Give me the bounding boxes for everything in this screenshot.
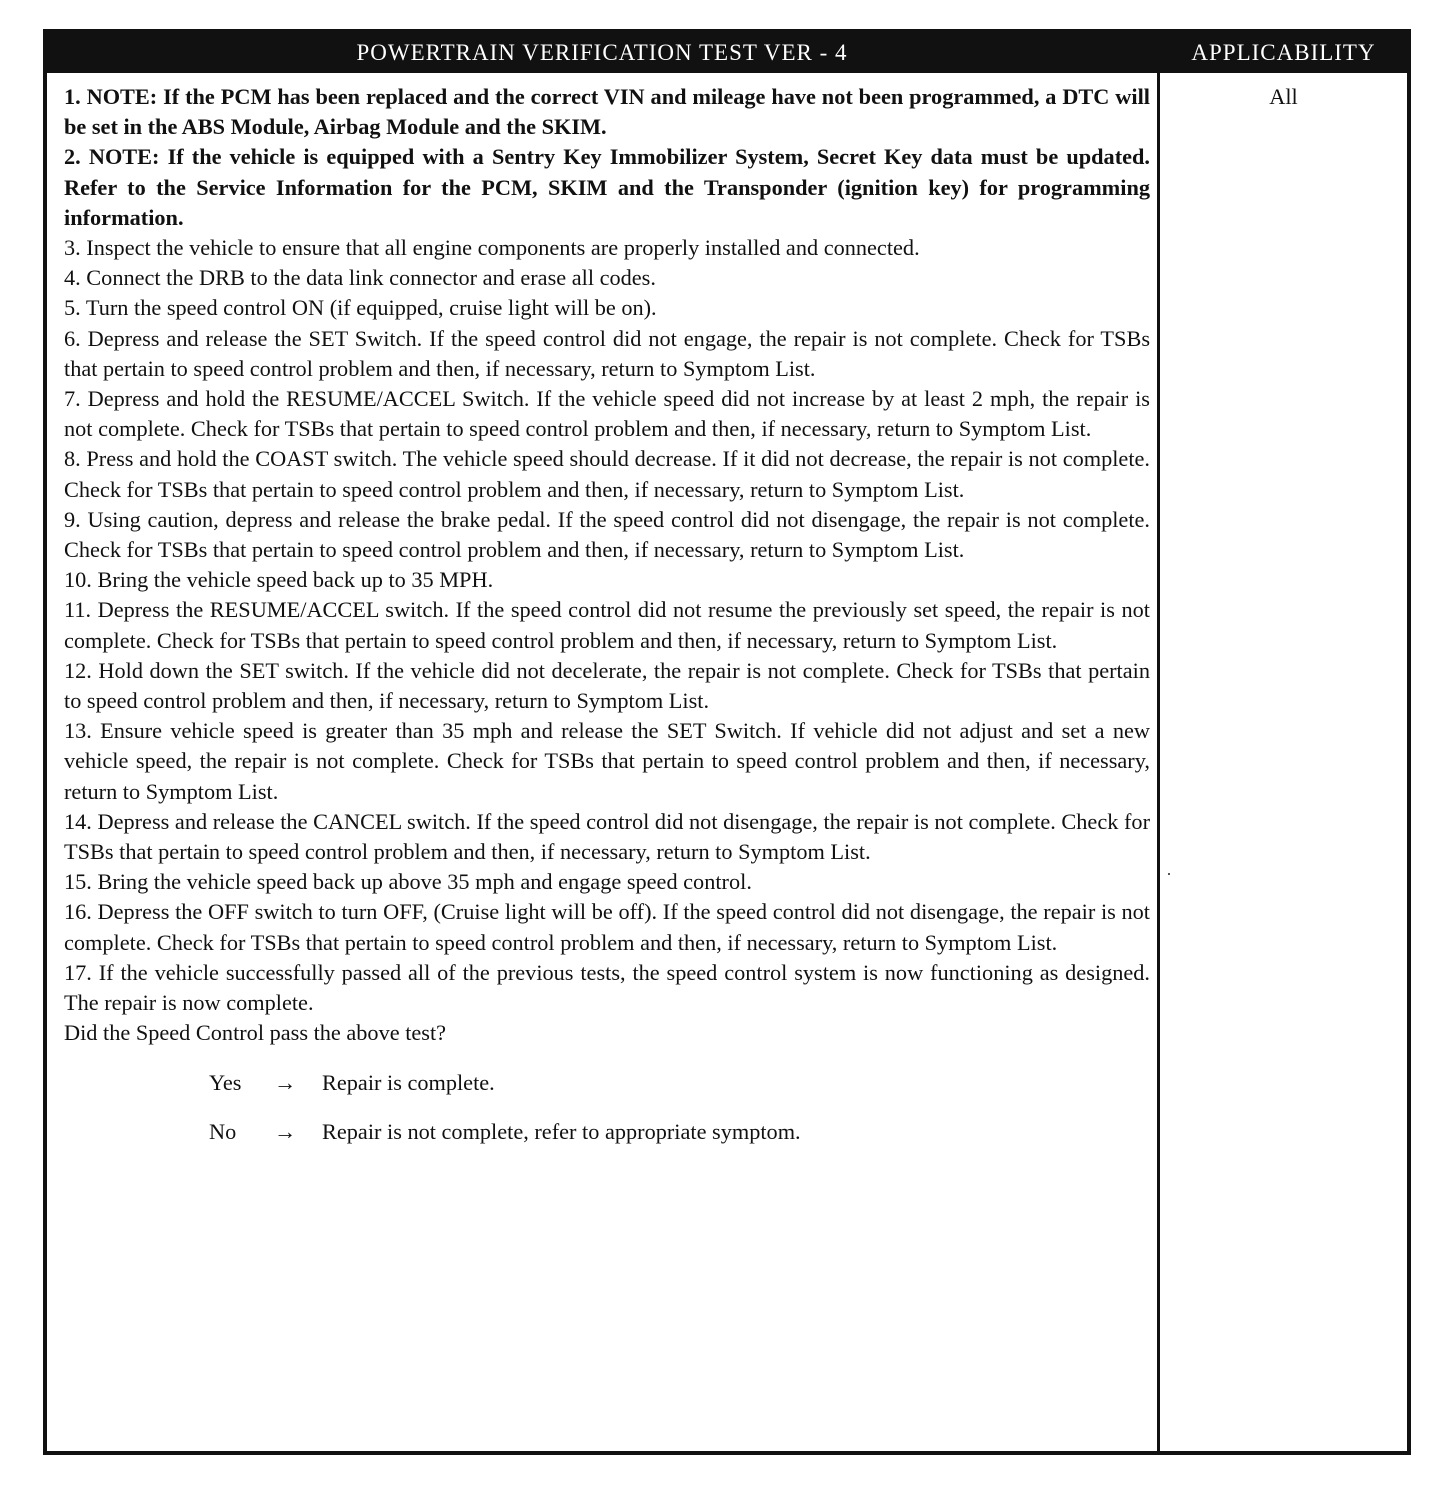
column-divider — [1157, 73, 1160, 1451]
answer-list — [64, 1058, 1150, 1156]
test-title: POWERTRAIN VERIFICATION TEST VER - 4 — [356, 40, 848, 65]
step-17: 17. If the vehicle successfully passed all of the previous tests, the speed control system is now functioning as designed. The repair is now complete. — [64, 959, 1150, 1016]
step-1-note: 1. NOTE: If the PCM has been replaced and the correct VIN and mileage have not been programmed, a DTC will be set in the ABS Module, Airbag Module and the SKIM. — [64, 84, 1150, 140]
step-9: 9. Using caution, depress and release the brake pedal. If the speed control did not disengage, the repair is not complete. Check for TSBs that pertain to speed control problem and then, if necessary, return to Symptom List. — [64, 506, 1150, 563]
verification-test-table — [43, 29, 1411, 1455]
test-question: Did the Speed Control pass the above test? — [64, 1020, 447, 1046]
step-16: 16. Depress the OFF switch to turn OFF, (Cruise light will be off). If the speed control did not disengage, the repair is not complete. Check for TSBs that pertain to speed control problem and then, if necessary, return to Symptom List. — [64, 899, 1150, 955]
applicability-header: APPLICABILITY — [1191, 40, 1376, 65]
step-7: 7. Depress and hold the RESUME/ACCEL Switch. If the vehicle speed did not increase by at least 2 mph, the repair is not complete. Check for TSBs that pertain to speed control problem and then, if necessary, return to Symptom List. — [64, 386, 1150, 442]
right-arrow-icon: → — [274, 1118, 297, 1144]
test-steps-cell — [64, 82, 1150, 1156]
answer-yes-label: Yes — [209, 1069, 242, 1095]
step-6: 6. Depress and release the SET Switch. If the speed control did not engage, the repair is not complete. Check for TSBs that pertain to speed control problem and then, if necessary, return to Symptom List. — [64, 325, 1150, 381]
applicability-cell: All — [1269, 84, 1298, 109]
step-12: 12. Hold down the SET switch. If the vehicle did not decelerate, the repair is not complete. Check for TSBs that pertain to speed control problem and then, if necessary, return to Symptom List. — [64, 657, 1150, 714]
table-header — [47, 33, 1407, 73]
answer-yes — [64, 1058, 1150, 1107]
step-10: 10. Bring the vehicle speed back up to 35 MPH. — [64, 567, 494, 593]
answer-yes-result: Repair is complete. — [322, 1069, 495, 1095]
step-14: 14. Depress and release the CANCEL switch. If the speed control did not disengage, the repair is not complete. Check for TSBs that pertain to speed control problem and then, if necessary, return to Symptom List. — [64, 808, 1150, 865]
step-3: 3. Inspect the vehicle to ensure that all engine components are properly installed and connected. — [64, 235, 920, 261]
step-15: 15. Bring the vehicle speed back up above 35 mph and engage speed control. — [64, 869, 752, 895]
scan-speck — [1168, 873, 1170, 875]
step-5: 5. Turn the speed control ON (if equipped, cruise light will be on). — [64, 295, 657, 321]
step-4: 4. Connect the DRB to the data link connector and erase all codes. — [64, 265, 656, 291]
answer-no-result: Repair is not complete, refer to appropriate symptom. — [322, 1118, 801, 1144]
step-8: 8. Press and hold the COAST switch. The vehicle speed should decrease. If it did not decrease, the repair is not complete. Check for TSBs that pertain to speed control problem and then, if necessary, return to Symptom List. — [64, 446, 1150, 502]
step-2-note: 2. NOTE: If the vehicle is equipped with a Sentry Key Immobilizer System, Secret Key data must be updated. Refer to the Service Information for the PCM, SKIM and the Transponder (ignition key) for programming information. — [64, 144, 1150, 230]
answer-no-label: No — [209, 1118, 237, 1144]
step-11: 11. Depress the RESUME/ACCEL switch. If the speed control did not resume the previously set speed, the repair is not complete. Check for TSBs that pertain to speed control problem and then, if necessary, return to Symptom List. — [64, 597, 1150, 653]
answer-no — [64, 1107, 1150, 1156]
right-arrow-icon: → — [274, 1069, 297, 1095]
step-13: 13. Ensure vehicle speed is greater than 35 mph and release the SET Switch. If vehicle did not adjust and set a new vehicle speed, the repair is not complete. Check for TSBs that pertain to speed control problem and then, if necessary, return to Symptom List. — [64, 718, 1150, 804]
